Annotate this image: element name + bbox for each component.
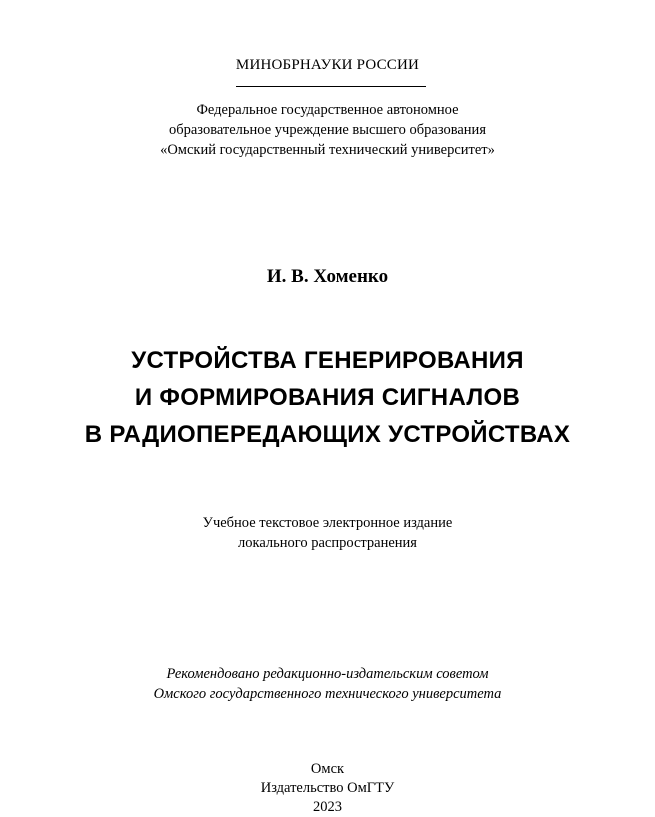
ministry-name [0, 56, 655, 74]
institution-line-3: «Омский государственный технический университет» [160, 142, 495, 158]
ministry-label: МИНОБРНАУКИ РОССИИ [235, 57, 420, 73]
book-title [0, 342, 655, 453]
title-line-3: В РАДИОПЕРЕДАЮЩИХ УСТРОЙСТВАХ [84, 421, 571, 448]
ministry-divider [236, 86, 426, 87]
author-name [0, 266, 655, 288]
title-line-1: УСТРОЙСТВА ГЕНЕРИРОВАНИЯ [131, 347, 524, 374]
edition-line-2: локального распространения [238, 535, 417, 551]
imprint-block [0, 760, 655, 817]
institution-block [0, 100, 655, 160]
imprint-year: 2023 [313, 799, 342, 815]
recommendation-line-1: Рекомендовано редакционно-издательским советом [166, 666, 489, 682]
imprint-publisher: Издательство ОмГТУ [260, 780, 395, 796]
recommendation-note [0, 664, 655, 704]
imprint-city: Омск [310, 761, 345, 777]
edition-type [0, 513, 655, 553]
edition-line-1: Учебное текстовое электронное издание [202, 515, 453, 531]
institution-line-1: Федеральное государственное автономное [196, 102, 459, 118]
recommendation-line-2: Омского государственного технического университета [153, 686, 502, 702]
author-label: И. В. Хоменко [266, 266, 389, 287]
institution-line-2: образовательное учреждение высшего образования [168, 122, 486, 138]
title-line-2: И ФОРМИРОВАНИЯ СИГНАЛОВ [134, 384, 521, 411]
